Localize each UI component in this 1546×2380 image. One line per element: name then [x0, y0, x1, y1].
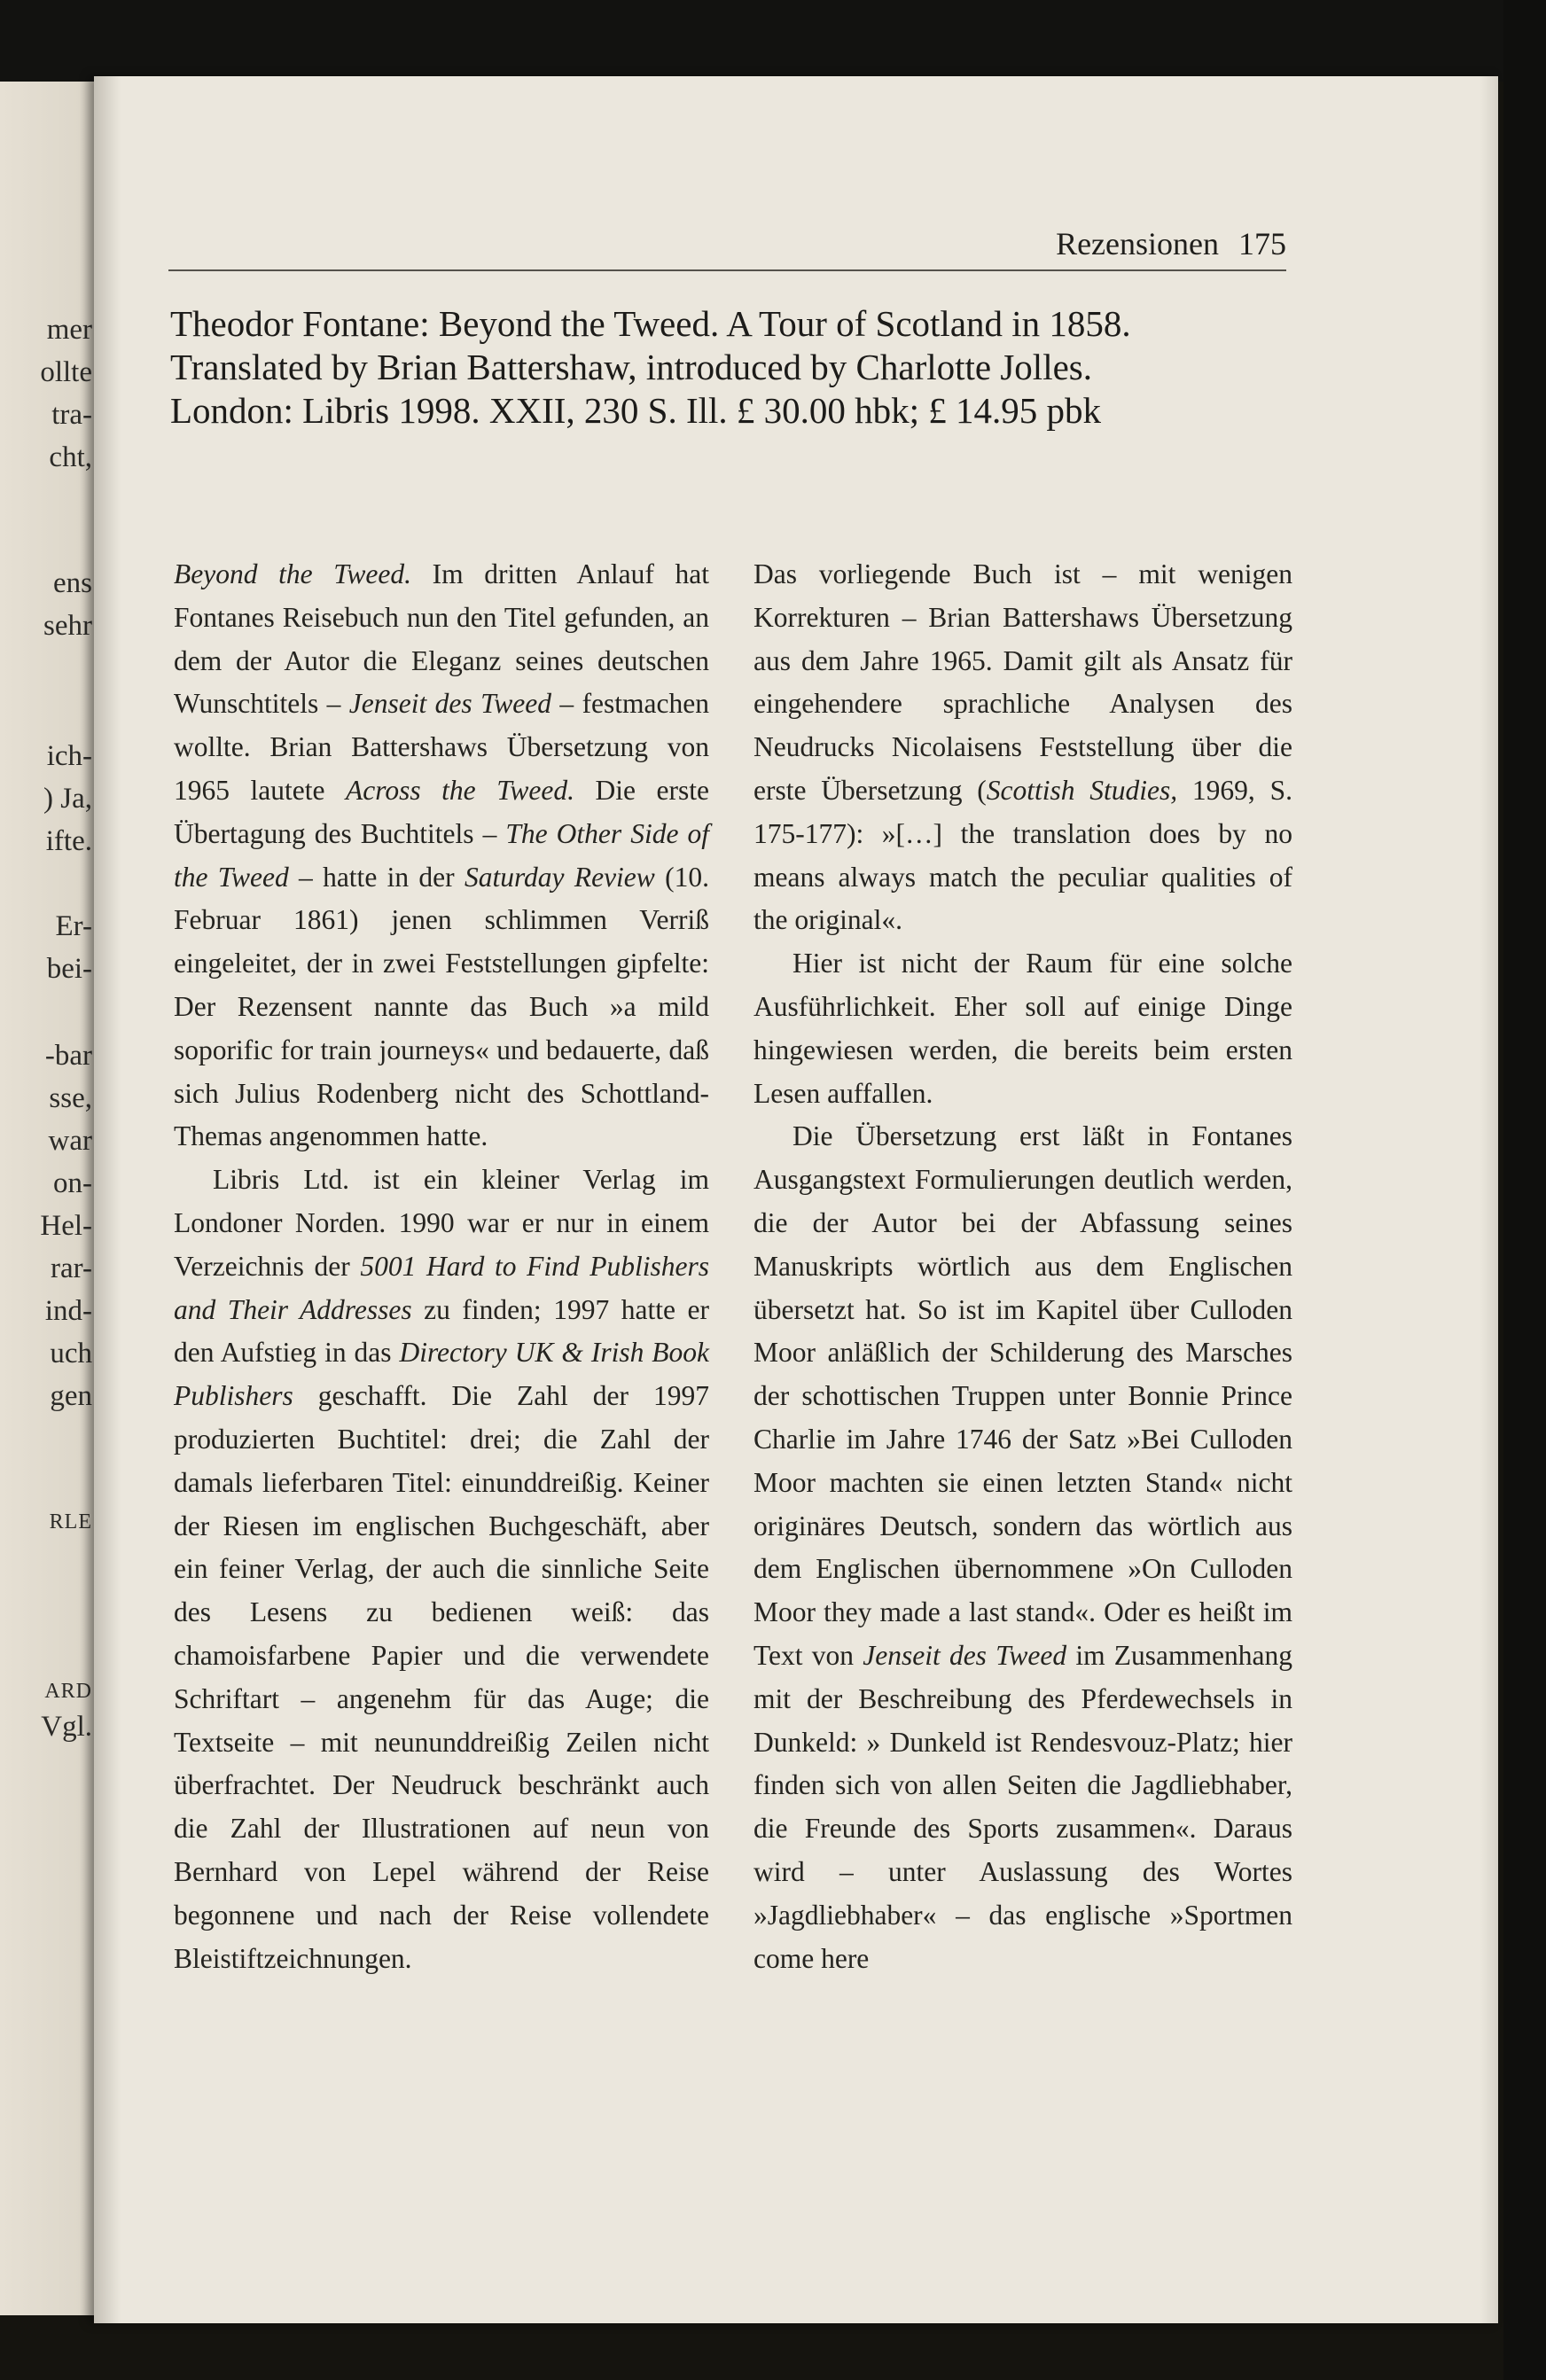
review-title [170, 302, 1305, 433]
review-title-line: Theodor Fontane: Beyond the Tweed. A Tour of Scotland in 1858. [170, 303, 1131, 344]
text-run: Libris Ltd. ist ein kleiner Verlag im Londoner Norden. 1990 war er nur in einem Verzeichnis der [174, 1164, 709, 1282]
prev-page-fragment: bei- [46, 953, 92, 985]
paragraph: Hier ist nicht der Raum für eine solche Ausführlichkeit. Eher soll auf einige Dinge hingewiesen werden, die bereits beim ersten Lesen auffallen. [753, 948, 1292, 1109]
prev-page-fragment: ) Ja, [43, 783, 92, 815]
italic-title: The Other Side of the Tweed [174, 817, 709, 893]
prev-page-fragment: RLE [49, 1510, 92, 1533]
prev-page-fragment: ollte [40, 356, 92, 388]
prev-page-fragment: ARD [44, 1680, 92, 1703]
scan-background-top [0, 0, 1546, 82]
prev-page-fragment: ifte. [45, 825, 92, 857]
review-title-line: Translated by Brian Battershaw, introduced by Charlotte Jolles. [170, 347, 1092, 387]
prev-page-fragment: uch [50, 1338, 92, 1369]
italic-title: 5001 Hard to Find Publishers and Their Addresses [174, 1250, 709, 1325]
italic-title: Scottish Studies, [986, 774, 1178, 806]
prev-page-fragment: Er- [55, 910, 92, 942]
prev-page-fragment: cht, [49, 441, 92, 473]
right-column [753, 553, 1292, 1980]
scan-background-right [1503, 0, 1546, 2380]
italic-title: Beyond the Tweed. [174, 558, 411, 589]
paragraph [753, 1115, 1292, 1980]
italic-title: Directory UK & Irish Book Publishers [174, 1337, 709, 1412]
text-run: geschafft. Die Zahl der 1997 produzierten Buchtitel: drei; die Zahl der damals lieferbaren Titel: einunddreißig. Keiner der Riesen im englischen Buchgeschäft, aber ein feiner Verlag, der auch die sinnliche Seite des Lesens zu bedienen weiß: das chamoisfarbene Papier und die verwendete Schriftart – angenehm für das Auge; die Textseite – mit neununddreißig Zeilen nicht überfrachtet. Der Neudruck beschränkt auch die Zahl der Illustrationen auf neun von Bernhard von Lepel während der Reise begonnene und nach der Reise vollendete Bleistiftzeichnungen. [174, 1380, 709, 1974]
text-run: – hatte in der [288, 861, 465, 893]
running-head [94, 225, 1286, 262]
text-run: 1969, S. 175-177): »[…] the translation does by no means always match the peculiar qualities of the original«. [753, 774, 1292, 936]
text-run: zu finden; 1997 hatte er den Aufstieg in das [174, 1293, 709, 1369]
italic-title: Jenseit des Tweed [348, 688, 551, 720]
prev-page-fragment: tra- [51, 399, 92, 431]
paragraph [174, 1159, 709, 1980]
prev-page-fragment: ich- [46, 740, 92, 772]
prev-page-fragment: sse, [49, 1082, 92, 1114]
review-title-line: London: Libris 1998. XXII, 230 S. Ill. £ 30.00 hbk; £ 14.95 pbk [170, 390, 1102, 431]
prev-page-fragment: gen [50, 1380, 92, 1412]
text-run: – festmachen wollte. Brian Battershaws Übersetzung von 1965 lautete [174, 688, 709, 806]
prev-page-fragment: mer [46, 314, 92, 346]
prev-page-fragment: rar- [51, 1252, 92, 1284]
italic-title: Across the Tweed. [346, 774, 574, 806]
previous-page-edge [0, 82, 99, 2315]
italic-title: Jenseit des Tweed [863, 1639, 1067, 1671]
prev-page-fragment: on- [53, 1167, 92, 1199]
prev-page-fragment: war [48, 1125, 92, 1157]
left-column [174, 553, 709, 1980]
prev-page-fragment: sehr [43, 610, 92, 642]
italic-title: Saturday Review [464, 861, 655, 893]
paragraph [174, 553, 709, 1159]
text-run: Die erste Übertagung des Buchtitels – [174, 774, 710, 849]
text-run: (10. Februar 1861) jenen schlimmen Verriß eingeleitet, der in zwei Feststellungen gipfelte: Der Rezensent nannte das Buch »a mild soporific for train journeys« und bedauerte, daß sich Julius Rodenberg nicht des Schottland-Themas angenommen hatte. [174, 861, 709, 1152]
header-rule [168, 269, 1286, 271]
running-head-section: Rezensionen [1056, 226, 1219, 261]
prev-page-fragment: Hel- [40, 1210, 92, 1242]
page-number: 175 [1238, 226, 1286, 261]
prev-page-fragment: -bar [44, 1040, 92, 1072]
text-run: Im dritten Anlauf hat Fontanes Reisebuch nun den Titel gefunden, an dem der Autor die Eleganz seines deutschen Wunschtitels – [174, 558, 709, 720]
paragraph [753, 553, 1292, 942]
text-run: im Zusammenhang mit der Beschreibung des Pferdewechsels in Dunkeld: » Dunkeld ist Rendesvouz-Platz; hier finden sich von allen Seiten die Jagdliebhaber, die Freunde des Sports zusammen«. Daraus wird – unter Auslassung des Wortes »Jagdliebhaber« – das englische »Sportmen come here [753, 1639, 1292, 1974]
prev-page-fragment: Vgl. [41, 1711, 92, 1743]
text-run: Das vorliegende Buch ist – mit wenigen Korrekturen – Brian Battershaws Übersetzung aus dem Jahre 1965. Damit gilt als Ansatz für eingehendere sprachliche Analysen des Neudrucks Nicolaisens Feststellung über die erste Übersetzung ( [753, 558, 1292, 806]
prev-page-fragment: ens [53, 567, 92, 599]
text-run: Die Übersetzung erst läßt in Fontanes Ausgangstext Formulierungen deutlich werden, die der Autor bei der Abfassung seines Manuskripts wörtlich aus dem Englischen übersetzt hat. So ist im Kapitel über Culloden Moor anläßlich der Schilderung des Marsches der schottischen Truppen unter Bonnie Prince Charlie im Jahre 1746 der Satz »Bei Culloden Moor machten sie einen letzten Stand« nicht originäres Deutsch, sondern das wörtlich aus dem Englischen übernommene »On Culloden Moor they made a last stand«. Oder es heißt im Text von [753, 1120, 1292, 1671]
prev-page-fragment: ind- [44, 1295, 92, 1327]
book-page [94, 76, 1498, 2323]
